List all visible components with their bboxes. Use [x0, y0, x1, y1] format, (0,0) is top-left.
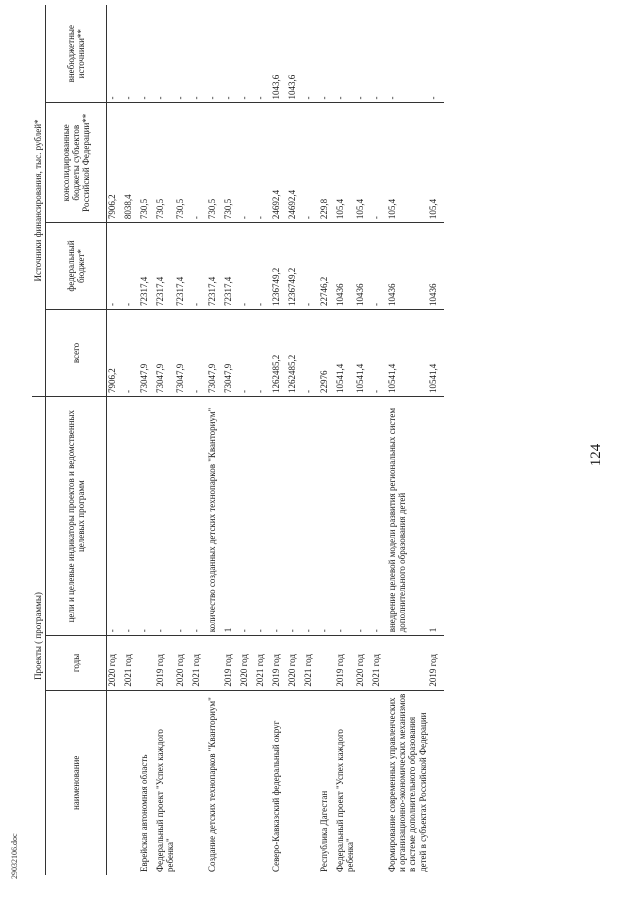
row-goal: - — [319, 397, 335, 636]
row-name — [107, 690, 124, 875]
col-header-total: всего — [46, 310, 107, 397]
row-name: Создание детских технопарков "Кванториум" — [207, 697, 218, 872]
col-header-goals: цели и целевые индикаторы проектов и ведомственных целевых программ — [46, 397, 107, 636]
row-total: 73047,9 — [139, 310, 155, 397]
row-federal: 10436 — [335, 223, 355, 310]
row-name — [371, 690, 387, 875]
row-total: - — [123, 310, 139, 397]
row-year — [207, 636, 223, 690]
table-row — [335, 5, 355, 875]
row-federal: 72317,4 — [175, 223, 191, 310]
row-federal: - — [303, 223, 319, 310]
row-goal: 1 — [428, 397, 444, 636]
table-row — [175, 5, 191, 875]
row-goal: количество созданных детских технопарков "Кванториум" — [207, 397, 223, 636]
page-number: 124 — [588, 443, 604, 467]
row-total: 10541,4 — [355, 310, 371, 397]
table-row — [223, 5, 239, 875]
row-total: 73047,9 — [223, 310, 239, 397]
row-federal: - — [191, 223, 207, 310]
table-row — [239, 5, 255, 875]
row-year: 2020 год — [175, 636, 191, 690]
row-goal: - — [255, 397, 271, 636]
row-name: Федеральный проект "Успех каждого ребенка" — [335, 729, 356, 872]
funding-table — [32, 5, 444, 875]
row-regional: 105,4 — [355, 103, 371, 223]
table-row — [255, 5, 271, 875]
row-year: 2021 год — [255, 636, 271, 690]
row-federal: 72317,4 — [223, 223, 239, 310]
row-year: 2020 год — [239, 636, 255, 690]
row-federal: 72317,4 — [139, 223, 155, 310]
row-goal: - — [271, 397, 287, 636]
row-goal: - — [335, 397, 355, 636]
row-regional: - — [255, 103, 271, 223]
row-federal: - — [123, 223, 139, 310]
row-federal: 72317,4 — [155, 223, 175, 310]
row-federal: - — [239, 223, 255, 310]
row-total: - — [191, 310, 207, 397]
col-header-years: годы — [46, 636, 107, 690]
row-total: - — [239, 310, 255, 397]
row-regional: 7906,2 — [107, 103, 124, 223]
row-year — [387, 636, 427, 690]
row-extra: - — [371, 5, 387, 103]
row-federal: 1236749,2 — [287, 223, 303, 310]
row-regional: 105,4 — [428, 103, 444, 223]
row-total: - — [303, 310, 319, 397]
row-extra: - — [319, 5, 335, 103]
row-year: 2021 год — [123, 636, 139, 690]
row-year: 2019 год — [428, 636, 444, 690]
row-year: 2020 год — [287, 636, 303, 690]
table-row — [107, 5, 124, 875]
row-goal: - — [191, 397, 207, 636]
row-extra: - — [107, 5, 124, 103]
row-goal: - — [155, 397, 175, 636]
row-goal: 1 — [223, 397, 239, 636]
col-header-regional: консолидированные бюджеты субъектов Российской Федерации** — [46, 103, 107, 223]
row-extra: - — [355, 5, 371, 103]
row-regional: - — [191, 103, 207, 223]
row-federal: 10436 — [387, 223, 427, 310]
document-code: 29032106.doc — [10, 833, 19, 879]
row-name — [355, 690, 371, 875]
row-goal: - — [175, 397, 191, 636]
row-name — [191, 690, 207, 875]
row-regional: 105,4 — [387, 103, 427, 223]
table-row — [123, 5, 139, 875]
row-total: 1262485,2 — [287, 310, 303, 397]
table-row — [207, 5, 223, 875]
row-name: Федеральный проект "Успех каждого ребенка" — [155, 729, 176, 872]
row-regional: 24692,4 — [271, 103, 287, 223]
row-goal: - — [371, 397, 387, 636]
row-total: 10541,4 — [428, 310, 444, 397]
row-federal: 22746,2 — [319, 223, 335, 310]
row-total: 10541,4 — [335, 310, 355, 397]
row-goal: внедрение целевой модели развития региональных систем дополнительного образования детей — [387, 397, 427, 636]
row-year: 2020 год — [107, 636, 124, 690]
row-total: 73047,9 — [207, 310, 223, 397]
row-year — [139, 636, 155, 690]
row-federal: 10436 — [428, 223, 444, 310]
table-row — [428, 5, 444, 875]
row-year: 2021 год — [191, 636, 207, 690]
col-header-federal: федеральный бюджет* — [46, 223, 107, 310]
row-extra: - — [303, 5, 319, 103]
row-extra: - — [175, 5, 191, 103]
row-regional: 730,5 — [223, 103, 239, 223]
row-total: 73047,9 — [175, 310, 191, 397]
row-extra: 1043,6 — [271, 5, 287, 103]
row-regional: - — [371, 103, 387, 223]
row-name — [255, 690, 271, 875]
row-extra: - — [387, 5, 427, 103]
row-extra: - — [123, 5, 139, 103]
row-total: 22976 — [319, 310, 335, 397]
row-regional: 730,5 — [155, 103, 175, 223]
table-body — [107, 5, 444, 875]
row-federal: - — [255, 223, 271, 310]
table-row — [303, 5, 319, 875]
row-federal: 1236749,2 — [271, 223, 287, 310]
row-name: Еврейская автономная область — [139, 754, 149, 872]
row-federal: - — [107, 223, 124, 310]
row-extra: - — [335, 5, 355, 103]
table-row — [319, 5, 335, 875]
table-row — [191, 5, 207, 875]
row-name — [175, 690, 191, 875]
row-year — [319, 636, 335, 690]
row-total: 10541,4 — [387, 310, 427, 397]
row-regional: - — [239, 103, 255, 223]
row-extra: 1043,6 — [287, 5, 303, 103]
table-row — [139, 5, 155, 875]
row-extra: - — [155, 5, 175, 103]
row-name — [223, 690, 239, 875]
row-goal: - — [123, 397, 139, 636]
row-year: 2019 год — [155, 636, 175, 690]
row-extra: - — [207, 5, 223, 103]
row-federal: 10436 — [355, 223, 371, 310]
row-regional: 730,5 — [175, 103, 191, 223]
row-total: - — [255, 310, 271, 397]
row-total: - — [371, 310, 387, 397]
row-year: 2021 год — [303, 636, 319, 690]
row-goal: - — [287, 397, 303, 636]
row-year: 2020 год — [355, 636, 371, 690]
row-goal: - — [139, 397, 155, 636]
row-name: Северо-Кавказский федеральный округ — [271, 720, 282, 872]
row-total: 1262485,2 — [271, 310, 287, 397]
row-name: Формирование современных управленческих и организационно-экономических механизмов в системе дополнительного образования детей в субъектах Российской Федерации — [387, 693, 428, 872]
row-name — [239, 690, 255, 875]
table-row — [287, 5, 303, 875]
row-total: 73047,9 — [155, 310, 175, 397]
row-extra: - — [139, 5, 155, 103]
row-regional: 105,4 — [335, 103, 355, 223]
table-row — [155, 5, 175, 875]
row-regional: 730,5 — [207, 103, 223, 223]
row-federal: - — [371, 223, 387, 310]
row-name — [123, 690, 139, 875]
row-regional: - — [303, 103, 319, 223]
col-header-name: наименование — [46, 690, 107, 875]
row-name — [428, 690, 444, 875]
row-year: 2019 год — [335, 636, 355, 690]
row-regional: 8038,4 — [123, 103, 139, 223]
row-extra: - — [191, 5, 207, 103]
table-row — [271, 5, 287, 875]
row-goal: - — [303, 397, 319, 636]
row-extra: - — [428, 5, 444, 103]
table-row — [371, 5, 387, 875]
group-header-projects: Проекты ( программы) — [32, 397, 46, 875]
row-regional: 24692,4 — [287, 103, 303, 223]
row-extra: - — [239, 5, 255, 103]
row-year: 2019 год — [223, 636, 239, 690]
row-year: 2019 год — [271, 636, 287, 690]
row-goal: - — [355, 397, 371, 636]
row-name — [287, 690, 303, 875]
table-row — [387, 5, 427, 875]
row-name: Республика Дагестан — [319, 790, 330, 872]
col-header-extra: внебюджетные источники** — [46, 5, 107, 103]
row-regional: 229,8 — [319, 103, 335, 223]
row-regional: 730,5 — [139, 103, 155, 223]
row-name — [303, 690, 319, 875]
row-extra: - — [255, 5, 271, 103]
row-goal: - — [107, 397, 124, 636]
row-extra: - — [223, 5, 239, 103]
row-goal: - — [239, 397, 255, 636]
group-header-funding: Источники финансирования, тыс. рублей* — [32, 5, 46, 397]
row-total: 7906,2 — [107, 310, 124, 397]
table-row — [355, 5, 371, 875]
row-year: 2021 год — [371, 636, 387, 690]
row-federal: 72317,4 — [207, 223, 223, 310]
